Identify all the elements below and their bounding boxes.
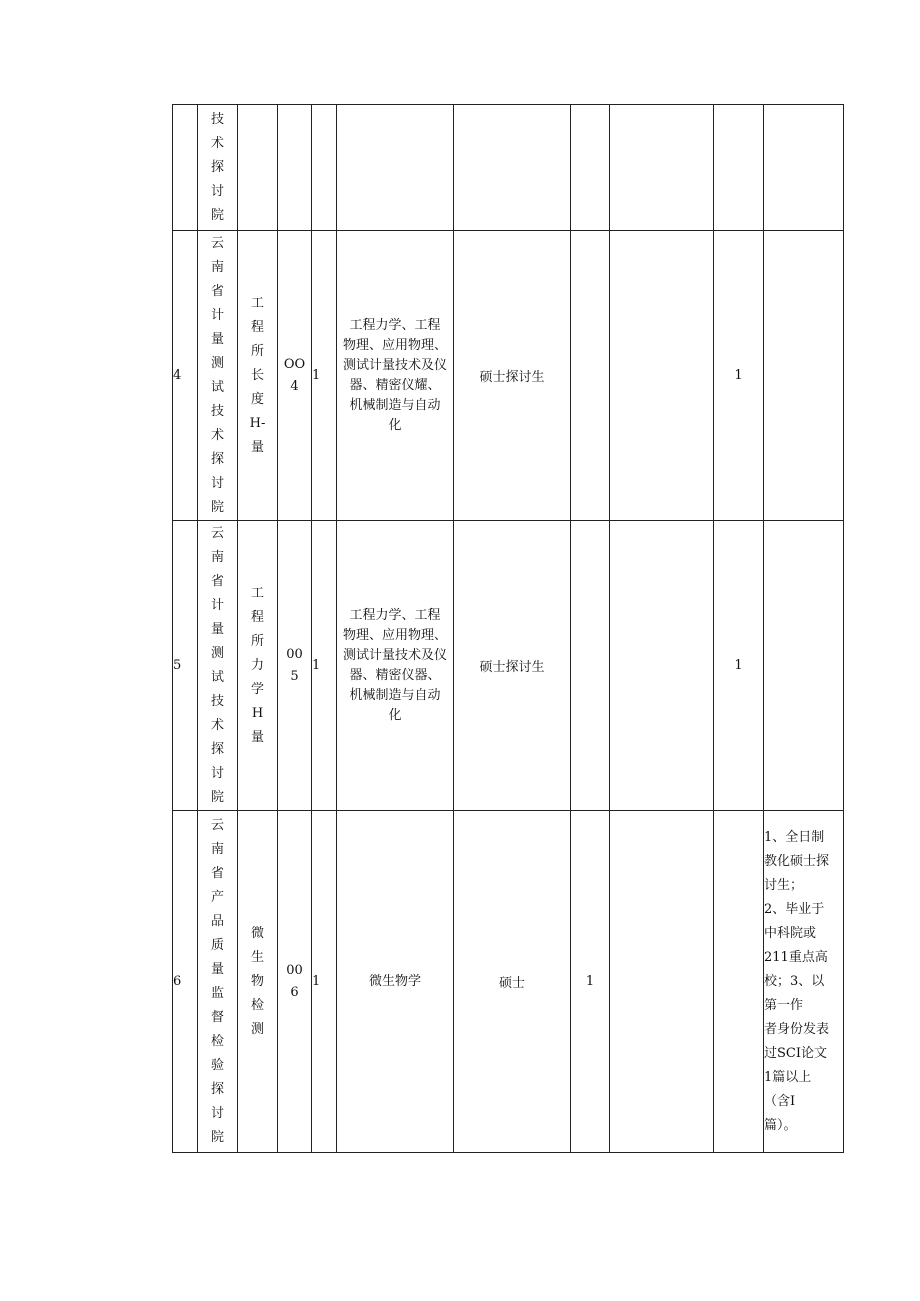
degree-count: 1 — [571, 811, 610, 1153]
unit-name-line: 质 — [210, 937, 224, 953]
post-name-line: 物 — [250, 973, 264, 989]
row-index: 4 — [173, 231, 198, 521]
unit-name-line: 省 — [210, 283, 224, 299]
post-name — [238, 811, 278, 1153]
post-name-line: 微 — [250, 925, 264, 941]
other-requirements-line: 校；3、以 — [764, 973, 825, 989]
unit-name-line: 术 — [210, 717, 224, 733]
other-requirements-line: 者身份发表 — [764, 1021, 830, 1037]
post-code-line: 00 — [286, 962, 303, 978]
unit-name-line: 云 — [210, 235, 224, 251]
unit-name-line: 讨 — [210, 475, 224, 491]
unit-name-line: 讨 — [210, 1105, 224, 1121]
post-name-line: 所 — [250, 343, 264, 359]
major-requirement-line: 工程力学、工程 — [349, 607, 441, 623]
unit-name-line: 产 — [210, 889, 224, 905]
education-requirement: 硕士 — [454, 811, 571, 1153]
position-count — [714, 811, 764, 1153]
unit-name-line: 南 — [210, 259, 224, 275]
other-field — [610, 231, 714, 521]
major-requirement-line: 工程力学、工程 — [349, 317, 441, 333]
unit-name — [198, 521, 238, 811]
unit-name-line: 省 — [210, 865, 224, 881]
unit-name-line: 院 — [210, 499, 224, 515]
unit-name-line: 术 — [210, 135, 224, 151]
unit-name-line: 试 — [210, 379, 224, 395]
unit-name-line: 探 — [210, 159, 224, 175]
other-requirements-line: 教化硕士探 — [764, 853, 830, 869]
other-requirements-line: （含I — [764, 1093, 796, 1109]
education-requirement: 硕士探讨生 — [454, 521, 571, 811]
major-requirement-line: 测试计量技术及仪 — [342, 357, 447, 373]
post-name — [238, 231, 278, 521]
table-row — [173, 811, 844, 1153]
unit-name-line: 技 — [210, 111, 224, 127]
major-requirement — [337, 811, 454, 1153]
unit-name-line: 督 — [210, 1009, 224, 1025]
degree-count — [571, 231, 610, 521]
unit-name-line: 探 — [210, 451, 224, 467]
unit-name-line: 院 — [210, 1129, 224, 1145]
post-code — [278, 231, 312, 521]
unit-name-line: 量 — [210, 961, 224, 977]
unit-name-line: 测 — [210, 355, 224, 371]
unit-name-line: 计 — [210, 307, 224, 323]
recruitment-table — [172, 104, 844, 1153]
unit-name-line: 量 — [210, 621, 224, 637]
unit-name-line: 技 — [210, 693, 224, 709]
other-requirements-line: 篇）。 — [764, 1117, 797, 1133]
post-name-line: 程 — [250, 609, 264, 625]
major-requirement-line: 微生物学 — [368, 973, 421, 989]
education-requirement: 硕士探讨生 — [454, 231, 571, 521]
unit-name-line: 讨 — [210, 183, 224, 199]
other-field — [610, 811, 714, 1153]
unit-name-line: 检 — [210, 1033, 224, 1049]
unit-name — [198, 105, 238, 231]
table-row — [173, 231, 844, 521]
degree-count — [571, 105, 610, 231]
other-field — [610, 521, 714, 811]
education-requirement — [454, 105, 571, 231]
post-name-line: 生 — [250, 949, 264, 965]
post-name-line: H- — [249, 415, 266, 431]
major-requirement — [337, 521, 454, 811]
unit-name-line: 监 — [210, 985, 224, 1001]
post-code-line: 4 — [290, 378, 299, 394]
post-code-line: 00 — [286, 646, 303, 662]
post-code — [278, 105, 312, 231]
major-requirement — [337, 231, 454, 521]
hire-count: 1 — [312, 521, 337, 811]
table-row — [173, 105, 844, 231]
position-count: 1 — [714, 521, 764, 811]
other-field — [610, 105, 714, 231]
unit-name-line: 探 — [210, 1081, 224, 1097]
unit-name-line: 验 — [210, 1057, 224, 1073]
unit-name — [198, 811, 238, 1153]
post-name-line: 量 — [250, 439, 264, 455]
post-name — [238, 105, 278, 231]
unit-name-line: 云 — [210, 817, 224, 833]
post-name-line: 检 — [250, 997, 264, 1013]
major-requirement-line: 器、精密仪耀、 — [349, 377, 441, 393]
unit-name-line: 南 — [210, 841, 224, 857]
other-requirements — [764, 105, 844, 231]
unit-name-line: 量 — [210, 331, 224, 347]
other-requirements — [764, 811, 844, 1153]
hire-count: 1 — [312, 231, 337, 521]
major-requirement-line: 物理、应用物理、 — [342, 627, 447, 643]
table-row — [173, 521, 844, 811]
position-count — [714, 105, 764, 231]
position-count: 1 — [714, 231, 764, 521]
post-name — [238, 521, 278, 811]
major-requirement — [337, 105, 454, 231]
row-index: 6 — [173, 811, 198, 1153]
unit-name-line: 南 — [210, 549, 224, 565]
unit-name — [198, 231, 238, 521]
row-index: 5 — [173, 521, 198, 811]
other-requirements-line: 第一作 — [764, 997, 804, 1013]
post-name-line: 工 — [250, 295, 264, 311]
post-code-line: 6 — [290, 984, 299, 1000]
major-requirement-line: 器、精密仪器、 — [349, 667, 441, 683]
unit-name-line: 院 — [210, 789, 224, 805]
major-requirement-line: 化 — [388, 707, 402, 723]
other-requirements-line: 2、毕业于 — [764, 901, 825, 917]
post-code-line: OO — [283, 356, 306, 372]
post-name-line: 所 — [250, 633, 264, 649]
post-name-line: 力 — [250, 657, 264, 673]
other-requirements-line: 讨生； — [764, 877, 804, 893]
post-code — [278, 521, 312, 811]
unit-name-line: 云 — [210, 525, 224, 541]
major-requirement-line: 机械制造与自动 — [349, 687, 441, 703]
unit-name-line: 品 — [210, 913, 224, 929]
post-code — [278, 811, 312, 1153]
other-requirements-line: 1、全日制 — [764, 829, 825, 845]
major-requirement-line: 化 — [388, 417, 402, 433]
row-index — [173, 105, 198, 231]
unit-name-line: 术 — [210, 427, 224, 443]
other-requirements-line: 过SCI论文 — [764, 1045, 827, 1061]
other-requirements-line: 中科院或 — [764, 925, 817, 941]
unit-name-line: 技 — [210, 403, 224, 419]
unit-name-line: 院 — [210, 207, 224, 223]
post-name-line: 度 — [250, 391, 264, 407]
unit-name-line: 探 — [210, 741, 224, 757]
post-name-line: H — [251, 705, 264, 721]
post-name-line: 工 — [250, 585, 264, 601]
post-name-line: 程 — [250, 319, 264, 335]
other-requirements-line: 211重点高 — [764, 949, 828, 965]
major-requirement-line: 测试计量技术及仪 — [342, 647, 447, 663]
unit-name-line: 测 — [210, 645, 224, 661]
post-code-line: 5 — [290, 668, 299, 684]
other-requirements — [764, 521, 844, 811]
unit-name-line: 计 — [210, 597, 224, 613]
major-requirement-line: 物理、应用物理、 — [342, 337, 447, 353]
unit-name-line: 讨 — [210, 765, 224, 781]
post-name-line: 测 — [250, 1021, 264, 1037]
major-requirement-line: 机械制造与自动 — [349, 397, 441, 413]
post-name-line: 量 — [250, 729, 264, 745]
hire-count — [312, 105, 337, 231]
unit-name-line: 试 — [210, 669, 224, 685]
post-name-line: 学 — [250, 681, 264, 697]
hire-count: 1 — [312, 811, 337, 1153]
unit-name-line: 省 — [210, 573, 224, 589]
other-requirements — [764, 231, 844, 521]
degree-count — [571, 521, 610, 811]
other-requirements-line: 1篇以上 — [764, 1069, 812, 1085]
post-name-line: 长 — [250, 367, 264, 383]
